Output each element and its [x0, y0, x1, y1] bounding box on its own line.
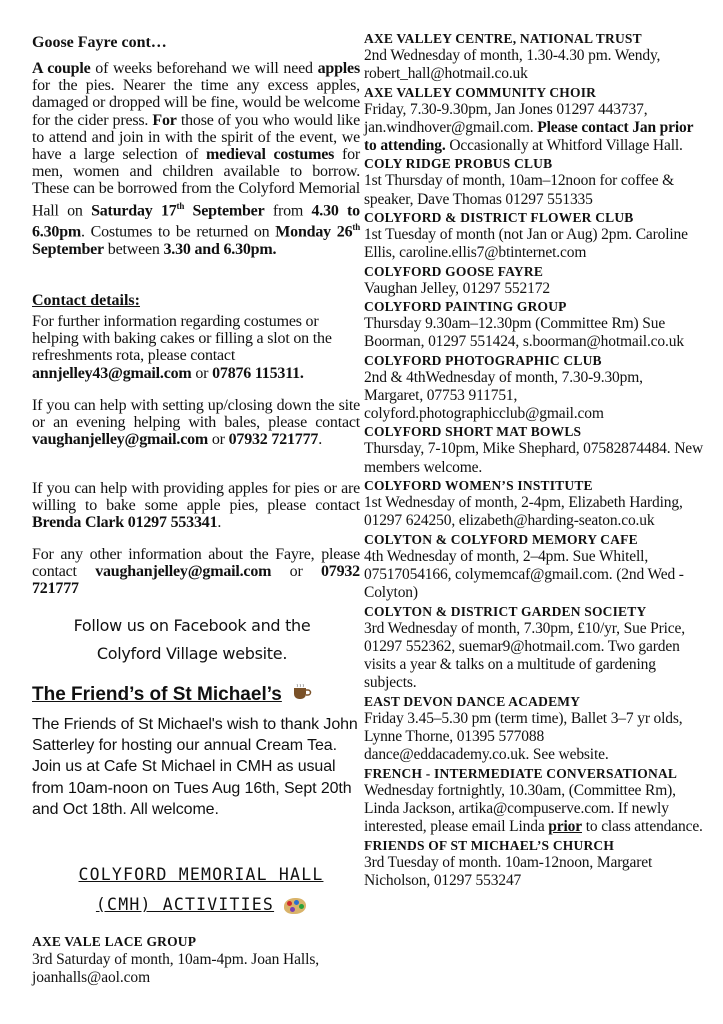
contact-other-paragraph: [32, 546, 360, 598]
activity-details-text: Occasionally at Whitford Village Hall.: [445, 137, 683, 155]
activity-details-text: 1st Tuesday of month (not Jan or Aug) 2pm. Caroline Ellis, caroline.ellis7@btinternet.com: [364, 226, 688, 262]
activity-details: [364, 440, 704, 477]
activity-details-text: 1st Thursday of month, 10am–12noon for coffee & speaker, Dave Thomas 01297 551335: [364, 172, 675, 208]
activity-title: FRIENDS OF ST MICHAEL’S CHURCH: [364, 837, 615, 853]
activity-details: [364, 620, 704, 693]
email-link[interactable]: annjelley43@gmail.com: [32, 364, 192, 382]
activity-entry: [364, 30, 704, 84]
text: .: [318, 431, 323, 449]
activity-details: [364, 101, 704, 156]
activity-title: COLYFORD SHORT MAT BOWLS: [364, 424, 582, 440]
contact-setup-paragraph: [32, 397, 360, 449]
text-bold: 3.30 and 6.30pm.: [163, 240, 277, 258]
activity-details-text: 2nd & 4thWednesday of month, 7.30-9.30pm, Margaret, 07753 911751, colyford.photographicclub@gmail.com: [364, 368, 643, 423]
activity-details-emphasis: prior: [548, 818, 582, 836]
contact-costumes-paragraph: [32, 313, 356, 382]
activity-entry: [364, 298, 704, 352]
activity-entry: [364, 531, 704, 603]
axe-vale-lace-title: AXE VALE LACE GROUP: [32, 934, 197, 949]
phone-number: 07876 115311.: [212, 364, 304, 382]
activity-details: [364, 226, 704, 263]
ordinal-suffix: th: [352, 222, 361, 233]
friends-title-text: The Friend’s of St Michael’s: [32, 684, 282, 705]
text-bold: apples: [317, 60, 360, 77]
text: or: [208, 431, 229, 449]
text: For further information regarding costumes or helping with baking cakes or filling a slot on the refreshments rota, please contact: [32, 313, 332, 365]
activity-details: [364, 369, 704, 424]
activity-title: FRENCH - INTERMEDIATE CONVERSATIONAL: [364, 765, 678, 781]
goose-fayre-paragraph: [32, 60, 360, 258]
text: or: [191, 364, 213, 382]
activity-details: [364, 494, 704, 531]
activity-details: [364, 280, 704, 298]
text: between: [103, 240, 164, 258]
activity-details: [364, 710, 704, 765]
friends-body: The Friends of St Michael's wish to thank John Satterley for hosting our annual Cream Tea. Join us at Cafe St Michael in CMH as usual from 10am-noon on Tues Aug 16th, Sept 20th and Oct 18th. All welcome.: [32, 716, 358, 818]
activity-details-text: Friday 3.45–5.30 pm (term time), Ballet 3–7 yr olds, Lynne Thorne, 01395 577088 dance@eddacademy.co.uk. See website.: [364, 709, 683, 764]
cmh-activities-title: [46, 860, 356, 920]
activity-title: EAST DEVON DANCE ACADEMY: [364, 693, 581, 709]
activity-entry: [364, 693, 704, 765]
activity-title: COLY RIDGE PROBUS CLUB: [364, 156, 553, 172]
paint-palette-icon: [284, 898, 306, 914]
activity-title: COLYFORD PAINTING GROUP: [364, 298, 567, 314]
activity-entry: [364, 603, 704, 693]
activity-details-emphasis: Please contact Jan prior to attending.: [364, 118, 694, 155]
activity-entry: [364, 352, 704, 424]
phone-number: 07932 721777: [32, 563, 360, 598]
ordinal-suffix: th: [176, 200, 185, 211]
cmh-title-line2-wrap: [96, 895, 306, 914]
activity-title: COLYFORD WOMEN’S INSTITUTE: [364, 478, 593, 494]
activity-details-text: 1st Wednesday of month, 2-4pm, Elizabeth Harding, 01297 624250, elizabeth@harding-seaton.co.uk: [364, 494, 683, 530]
activity-details-text: Thursday, 7-10pm, Mike Shephard, 07582874484. New members welcome.: [364, 440, 704, 476]
text: . Costumes to be returned on: [81, 223, 276, 241]
contact-apples-paragraph: [32, 480, 360, 532]
activity-details: [364, 782, 704, 837]
activity-title: AXE VALLEY COMMUNITY CHOIR: [364, 84, 597, 100]
text: those of you who would like to attend and join in with the spirit of the event, we have a large selection of: [32, 111, 360, 164]
activity-details: [364, 548, 704, 603]
facebook-notice: [42, 612, 342, 668]
activity-details-text: 2nd Wednesday of month, 1.30-4.30 pm. Wendy, robert_hall@hotmail.co.uk: [364, 47, 661, 83]
activity-details-text: Friday, 7.30-9.30pm, Jan Jones 01297 443737, jan.windhover@gmail.com.: [364, 100, 648, 136]
goose-fayre-heading: Goose Fayre cont…: [32, 34, 167, 51]
activity-entry: [364, 84, 704, 156]
activity-entry: [364, 837, 704, 891]
axe-vale-lace-body: 3rd Saturday of month, 10am-4pm. Joan Halls, joanhalls@aol.com: [32, 951, 320, 986]
activity-details-text: Thursday 9.30am–12.30pm (Committee Rm) Sue Boorman, 01297 551424, s.boorman@hotmail.co.uk: [364, 314, 684, 351]
text-bold: 4.30 to 6.30pm: [32, 201, 360, 241]
activity-title: COLYTON & COLYFORD MEMORY CAFE: [364, 531, 638, 547]
contact-name-phone: Brenda Clark 01297 553341: [32, 514, 218, 532]
facebook-notice-line: Follow us on Facebook and the: [73, 616, 311, 635]
text: .: [217, 514, 222, 532]
text-bold: Saturday 17: [91, 201, 177, 219]
email-link[interactable]: vaughanjelley@gmail.com: [95, 563, 272, 581]
text-bold: medieval costumes: [206, 146, 335, 164]
activity-list: [364, 30, 704, 890]
activity-details-text: Wednesday fortnightly, 10.30am, (Committee Rm), Linda Jackson, artika@compuserve.com. If newly interested, please email Linda: [364, 781, 676, 836]
activity-details-text: 3rd Tuesday of month. 10am-12noon, Margaret Nicholson, 01297 553247: [364, 853, 653, 889]
activity-entry: [364, 765, 704, 837]
text: for the pies. Nearer the time any excess apples, damaged or dropped will be fine, would be welcome for the cider press.: [32, 77, 360, 129]
cmh-title-line: (CMH) ACTIVITIES: [95, 895, 275, 914]
activity-title: COLYFORD & DISTRICT FLOWER CLUB: [364, 210, 634, 226]
friends-title: [32, 684, 312, 706]
activity-details: [364, 315, 704, 352]
cmh-title-line: COLYFORD MEMORIAL HALL: [78, 865, 324, 884]
activity-entry: [364, 209, 704, 263]
activity-details: [364, 47, 704, 84]
phone-number: 07932 721777: [228, 431, 319, 449]
activity-entry: [364, 477, 704, 531]
coffee-cup-icon: [292, 684, 312, 704]
activity-entry: [364, 155, 704, 209]
text-bold: A couple: [32, 60, 91, 77]
text-bold: September: [32, 240, 104, 258]
activity-title: COLYTON & DISTRICT GARDEN SOCIETY: [364, 603, 647, 619]
text: from: [264, 201, 312, 219]
text: For any other information about the Fayre, please contact: [32, 546, 360, 581]
activity-details-text: 3rd Wednesday of month, 7.30pm, £10/yr, Sue Price, 01297 552362, suemar9@hotmail.com. Two garden visits a year & talks on a multitude of gardening subjects.: [364, 619, 685, 692]
text-bold: Monday 26: [275, 223, 353, 241]
text: If you can help with providing apples for pies or are willing to bake some apple pies, please contact: [32, 480, 360, 515]
activity-title: COLYFORD GOOSE FAYRE: [364, 263, 544, 279]
text: If you can help with setting up/closing down the site or an evening helping with bales, please contact: [32, 397, 360, 432]
text-bold: September: [192, 201, 265, 219]
contact-details-heading: Contact details:: [32, 292, 140, 309]
text: of weeks beforehand we will need: [90, 60, 318, 77]
text: for men, women and children available to borrow. These can be borrowed from the Colyford Memorial Hall on: [32, 146, 360, 219]
activity-details-text: Vaughan Jelley, 01297 552172: [364, 279, 550, 297]
activity-details: [364, 172, 704, 209]
activity-details-text: to class attendance.: [581, 818, 703, 836]
activity-entry: [364, 263, 704, 298]
email-link[interactable]: vaughanjelley@gmail.com: [32, 431, 209, 449]
text: or: [271, 563, 321, 581]
facebook-notice-line: Colyford Village website.: [96, 644, 288, 663]
activity-details: [364, 854, 704, 891]
activity-details-text: 4th Wednesday of month, 2–4pm. Sue Whitell, 07517054166, colymemcaf@gmail.com. (2nd Wed - Colyton): [364, 547, 684, 602]
text-bold: For: [152, 111, 177, 129]
activity-title: COLYFORD PHOTOGRAPHIC CLUB: [364, 352, 602, 368]
activity-entry: [364, 423, 704, 477]
activity-title: AXE VALLEY CENTRE, NATIONAL TRUST: [364, 31, 642, 46]
